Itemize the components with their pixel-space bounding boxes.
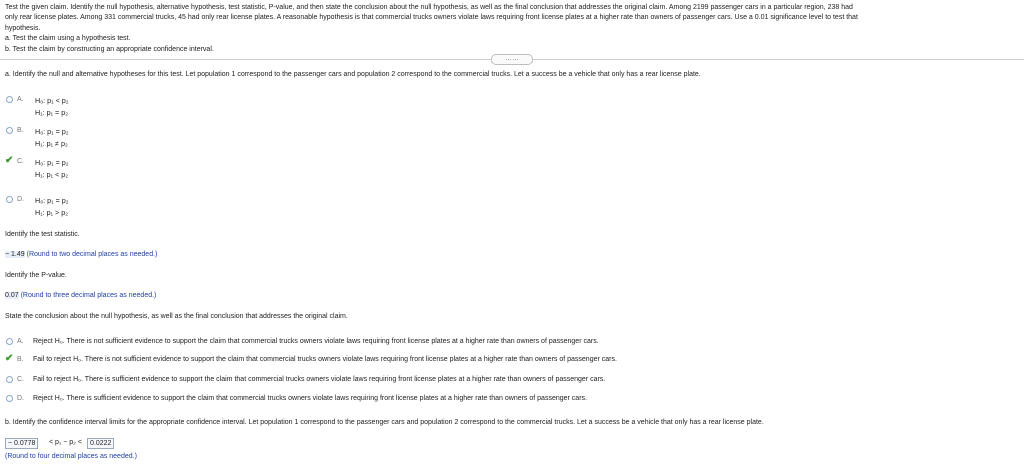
ci-upper-answer[interactable]: 0.0222	[87, 438, 114, 449]
expand-ellipsis-button[interactable]: ……	[491, 54, 533, 65]
problem-text-line3: hypothesis.	[5, 24, 41, 32]
conclusion-text: Fail to reject H₀. There is sufficient evidence to support the claim that commercial trucks owners violate laws requiring front license plates at a higher rate than owners of passenger cars.	[33, 376, 606, 383]
conclusion-text: Fail to reject H₀. There is not sufficient evidence to support the claim that commercial trucks owners violate laws requiring front license plates at a higher rate than owners of passenger cars.	[33, 356, 617, 363]
radio-button[interactable]	[6, 376, 13, 383]
alternative-hypothesis: H₁: p₁ > p₂	[35, 208, 69, 217]
radio-button[interactable]	[6, 196, 13, 203]
alternative-hypothesis: H₁: p₁ < p₂	[35, 170, 69, 179]
task-a: a. Test the claim using a hypothesis test.	[5, 35, 131, 43]
alternative-hypothesis: H₁: p₁ = p₂	[35, 108, 69, 117]
pvalue-answer[interactable]: 0.07	[5, 292, 19, 299]
option-letter: B.	[17, 127, 24, 134]
conclusion-text: Reject H₀. There is not sufficient evidence to support the claim that commercial trucks owners violate laws requiring front license plates at a higher rate than owners of passenger cars.	[33, 338, 599, 345]
ci-middle-text: < p₁ − p₂ <	[49, 439, 82, 446]
radio-button[interactable]	[6, 127, 13, 134]
option-letter: B.	[17, 356, 24, 363]
problem-statement	[5, 3, 1020, 55]
problem-text-line2: only rear license plates. Among 331 commercial trucks, 45 had only rear license plates. A reasonable hypothesis is that commercial trucks owners violate laws requiring front license plates at a higher rate than owners of passenger cars. Use a 0.01 significance level to test that	[5, 14, 858, 22]
option-letter: D.	[17, 196, 24, 203]
null-hypothesis: H₀: p₁ = p₂	[35, 127, 69, 136]
test-statistic-hint: (Round to two decimal places as needed.)	[26, 251, 158, 258]
pvalue-hint: (Round to three decimal places as needed.)	[20, 292, 157, 299]
part-b-prompt: b. Identify the confidence interval limits for the appropriate confidence interval. Let population 1 correspond to the passenger cars and population 2 correspond to the commercial trucks. Let a success be a vehicle that only has a rear license plate.	[5, 419, 764, 426]
checkmark-icon: ✔	[5, 155, 14, 166]
option-letter: A.	[17, 96, 24, 103]
pvalue-label: Identify the P-value.	[5, 272, 67, 279]
test-statistic-answer[interactable]: − 1.49	[5, 251, 25, 258]
task-b: b. Test the claim by constructing an appropriate confidence interval.	[5, 45, 214, 53]
alternative-hypothesis: H₁: p₁ ≠ p₂	[35, 139, 68, 148]
option-letter: C.	[17, 376, 24, 383]
option-letter: D.	[17, 395, 24, 402]
option-letter: C.	[17, 158, 24, 165]
radio-button[interactable]	[6, 338, 13, 345]
radio-button[interactable]	[6, 96, 13, 103]
null-hypothesis: H₀: p₁ = p₂	[35, 158, 69, 167]
conclusion-text: Reject H₀. There is sufficient evidence to support the claim that commercial trucks owners violate laws requiring front license plates at a higher rate than owners of passenger cars.	[33, 395, 587, 402]
radio-button[interactable]	[6, 395, 13, 402]
test-statistic-row	[5, 251, 157, 258]
part-a-prompt: a. Identify the null and alternative hypotheses for this test. Let population 1 correspond to the passenger cars and population 2 correspond to the commercial trucks. Let a success be a vehicle that only has a rear license plate.	[5, 71, 701, 78]
null-hypothesis: H₀: p₁ < p₂	[35, 96, 69, 105]
conclusion-label: State the conclusion about the null hypothesis, as well as the final conclusion that addresses the original claim.	[5, 313, 348, 320]
option-letter: A.	[17, 338, 24, 345]
test-statistic-label: Identify the test statistic.	[5, 231, 80, 238]
problem-text-line1: Test the given claim. Identify the null hypothesis, alternative hypothesis, test statistic, P-value, and then state the conclusion about the null hypothesis, as well as the final conclusion that addresses the original claim. Among 2199 passenger cars in a particular region, 238 had	[5, 4, 853, 11]
ci-lower-answer[interactable]: − 0.0778	[5, 438, 38, 449]
null-hypothesis: H₀: p₁ = p₂	[35, 196, 69, 205]
ci-hint: (Round to four decimal places as needed.)	[5, 453, 137, 460]
checkmark-icon: ✔	[5, 353, 14, 364]
pvalue-row	[5, 292, 156, 299]
